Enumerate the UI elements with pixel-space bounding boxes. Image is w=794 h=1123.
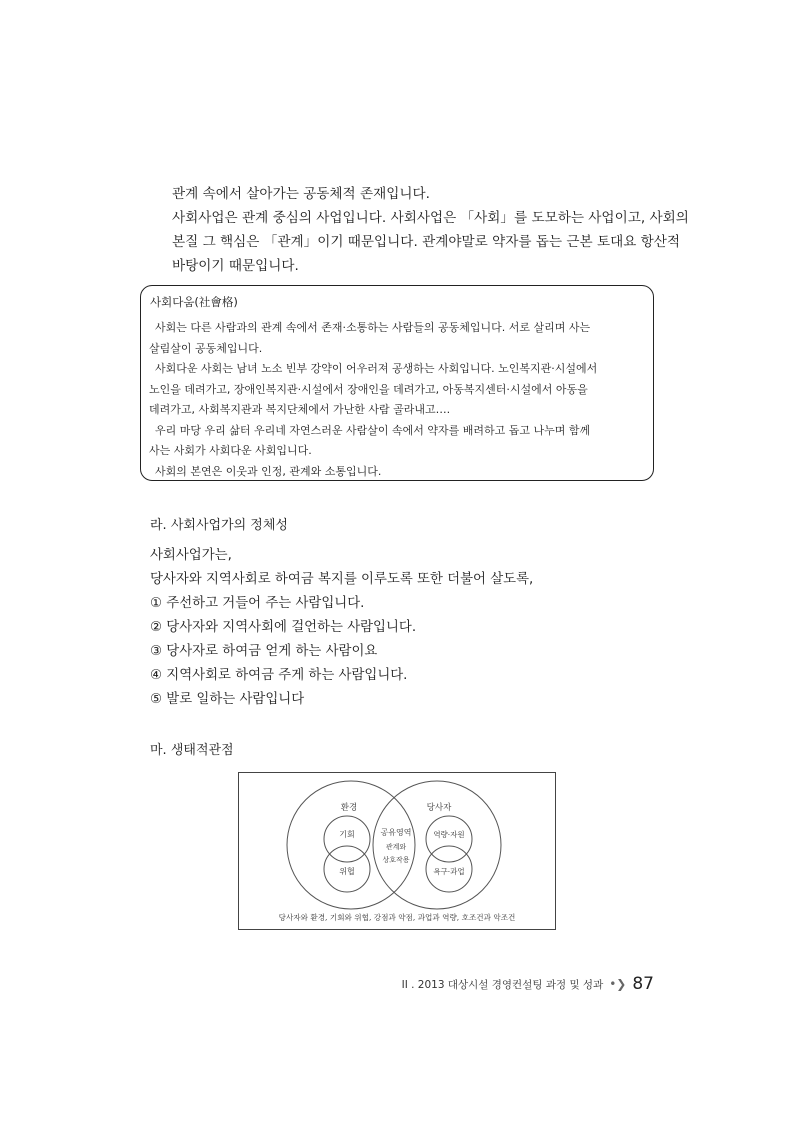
label-threat: 위협 <box>339 867 355 876</box>
intro-line: 본질 그 핵심은 「관계」이기 때문입니다. 관계야말로 약자를 돕는 근본 토대요 항산적 <box>172 234 681 250</box>
box-line: 사회의 본연은 이웃과 인정, 관계와 소통입니다. <box>155 464 382 478</box>
intro-paragraph <box>172 182 689 278</box>
section-heading-ma: 마. 생태적관점 <box>150 743 234 758</box>
ecological-diagram <box>238 772 556 930</box>
list-item: ① 주선하고 거들어 주는 사람입니다. <box>150 596 365 611</box>
box-body <box>149 318 647 482</box>
label-need-task: 욕구·과업 <box>433 867 465 876</box>
intro-line: 사회사업은 관계 중심의 사업입니다. 사회사업은 「사회」를 도모하는 사업이고, 사회의 <box>172 210 689 226</box>
identity-list <box>150 544 533 712</box>
list-item: ② 당사자와 지역사회에 걸언하는 사람입니다. <box>150 620 417 635</box>
label-relation: 관계와 <box>385 843 407 851</box>
box-line: 사회다운 사회는 남녀 노소 빈부 강약이 어우러져 공생하는 사회입니다. 노인복지관·시설에서 <box>155 362 598 375</box>
list-item: 당사자와 지역사회로 하여금 복지를 이루도록 또한 더불어 살도록, <box>150 572 534 587</box>
label-opportunity: 기회 <box>339 830 355 839</box>
chevron-right-icon: •❯ <box>609 977 627 991</box>
label-interaction: 상호작용 <box>382 856 410 864</box>
label-client: 당사자 <box>426 803 452 813</box>
inner-left-top-circle <box>324 816 370 862</box>
box-line: 우리 마당 우리 삶터 우리네 자연스러운 사람살이 속에서 약자를 배려하고 돕고 나누며 함께 <box>155 423 591 437</box>
list-item: 사회사업가는, <box>150 548 232 563</box>
box-line: 살림살이 공동체입니다. <box>149 341 263 355</box>
box-line: 사는 사회가 사회다운 사회입니다. <box>149 444 312 457</box>
label-environment: 환경 <box>340 803 358 813</box>
box-line: 노인을 데려가고, 장애인복지관·시설에서 장애인을 데려가고, 아동복지센터·시설에서 아동을 <box>149 382 588 396</box>
box-title: 사회다움(社會格) <box>150 295 238 309</box>
box-line: 데려가고, 사회복지관과 복지단체에서 가난한 사람 골라내고…. <box>149 403 451 416</box>
list-item: ③ 당사자로 하여금 얻게 하는 사람이요 <box>150 644 378 659</box>
sahoe-daum-box <box>140 285 654 481</box>
label-capacity-resource: 역량·자원 <box>433 830 465 839</box>
list-item: ④ 지역사회로 하여금 주게 하는 사람입니다. <box>150 668 408 683</box>
box-line: 사회는 다른 사람과의 관계 속에서 존재·소통하는 사람들의 공동체입니다. 서로 살리며 사는 <box>155 321 591 334</box>
figure-caption: 당사자와 환경, 기회와 위협, 강점과 약점, 과업과 역량, 호조건과 악조건 <box>278 913 516 922</box>
list-item: ⑤ 발로 일하는 사람입니다 <box>150 692 305 707</box>
footer-chapter-title: II . 2013 대상시설 경영컨설팅 과정 및 성과 <box>401 978 604 991</box>
inner-right-top-circle <box>426 816 472 862</box>
intro-line: 바탕이기 때문입니다. <box>172 258 299 274</box>
page-number: 87 <box>632 974 654 994</box>
label-shared-area: 공유영역 <box>380 828 412 837</box>
page-footer <box>402 974 654 994</box>
intro-line: 관계 속에서 살아가는 공동체적 존재입니다. <box>172 186 430 202</box>
section-heading-ra: 라. 사회사업가의 정체성 <box>150 518 288 533</box>
